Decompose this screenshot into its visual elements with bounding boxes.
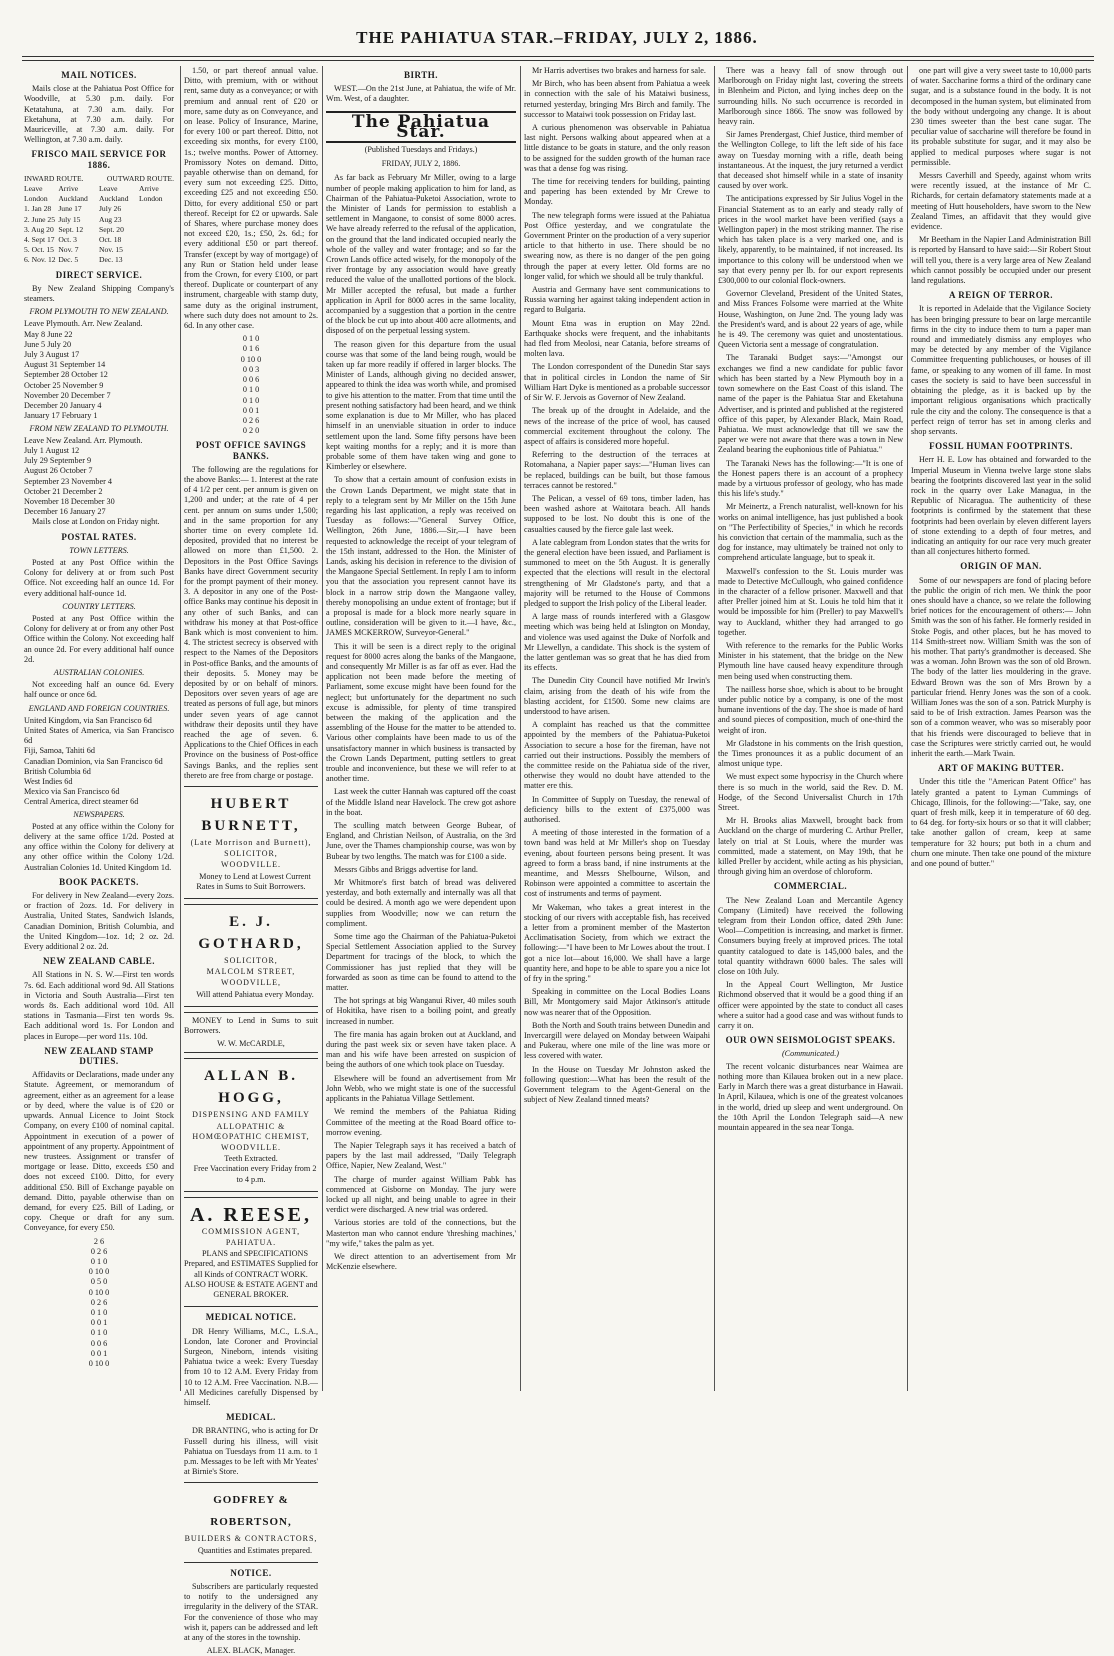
notice-text: Subscribers are particularly requested to notify to the undersigned any irregularity in the delivery of the STAR. For the convenience of those who may wish it, papers can be addressed and left at any of the stores in the township. bbox=[184, 1581, 318, 1642]
frisco-row: 3. Aug 20 Sept. 12 Sept. 20 bbox=[24, 224, 124, 234]
article-paragraph: The Taranaki News has the following:—"It is one of the Honest papers there is an account of a prophecy made by a virtuous professor of geology, who has made this his life's study." bbox=[718, 458, 903, 499]
column-divider bbox=[180, 66, 181, 1391]
mail-notices-text: Mails close at the Pahiatua Post Office for Woodville, at 5.30 p.m. daily. For Ketatahuna, at 7.30 a.m. daily. For Eketahuna, at 7.30 a.m. daily. For Mauriceville, at 7.30 a.m. daily. For Wellington, at 7.30 a.m. daily. bbox=[24, 84, 174, 145]
direct-note: Mails close at London on Friday night. bbox=[32, 517, 160, 527]
list-item: United States of America, via San Francisco 6d bbox=[24, 725, 174, 746]
medical-notice-text: DR Henry Williams, M.C., L.S.A., London, late Coroner and Provincial Surgeon, Nineborn, intends visiting Pahiatua twice a week: Every Tuesday from 10 to 12 A.M. Every Friday from 10 to 12 A.M. Free Vaccination. N.B.—All Medicines carefully Dispensed by himself. bbox=[184, 1326, 318, 1407]
list-item: November 20 December 7 bbox=[24, 390, 111, 400]
fossil-footprints-text: Herr H. E. Low has obtained and forwarded to the Imperial Museum in Vienna twelve large stone slabs bearing the footprints discovered last year in the solid rock in the quarry over Lake Managua, in the Republic of Nicaragua. The authenticity of these footprints is confirmed by the statement that these footprints had been overlain by eleven different layers of stone extending to a depth of four metres, and indicating an antiquity for our race very much greater than all conjectures hitherto formed. bbox=[911, 455, 1091, 557]
article-paragraph: Mr Wakeman, who takes a great interest in the stocking of our rivers with acceptable fish, has received a letter from a prominent member of the Masterton Acclimatisation Society, from which we extract the following:—"I have been to Mr Lowes about the trout. I got a nice lot—about 16,000. We shall have a large quantity here, and hope to be able to spare you a nice lot of fry in the spring." bbox=[524, 902, 710, 984]
stamp-amount: 0 1 0 bbox=[90, 1256, 108, 1266]
duty-amount: 0 0 6 bbox=[242, 375, 260, 385]
article-paragraph: This it will be seen is a direct reply to the original request for 8000 acres along the banks of the Mangaone, and consequently Mr Miller is as far off as ever. Had the application not been made before the meeting of Parliament, some excuse might have been found for the neglect; but unfortunately for the department no such excuse is admissible, for plenty of time transpired between the making of the application and the assembling of the House for the matter to be attended to. Various other complaints have been made to us of the unsatisfactory manner in which business is transacted by the Crown Lands Department, putting settlers to great trouble and inconvenience, but these we will refer to at another time. bbox=[326, 641, 516, 784]
column-6 bbox=[911, 66, 1091, 1391]
article-paragraph: The time for receiving tenders for building, painting and papering has been extended by Mr Crewe to Monday. bbox=[524, 177, 710, 207]
reign-of-terror-text: It is reported in Adelaide that the Vigilance Society has been bringing pressure to bear on large mercantile firms in the city to induce them to turn a paper man round and immediately dismiss any employes who may be detected by any member of the Vigilance Committee frequenting publichouses, or houses of ill fame, or speaking to any women of ill fame. In most cases the society is said to have been successful in obtaining the pledge, as it is backed up by the important religious organisations which practically rule the city and the colony. The consequence is that a perfect reign of terror has set in among clerks and shop servants. bbox=[911, 304, 1091, 436]
advert-town: WOODVILLE. bbox=[221, 860, 281, 870]
seismologist-heading: OUR OWN SEISMOLOGIST SPEAKS. bbox=[725, 1035, 896, 1046]
article-paragraph: A large mass of rounds interfered with a Glasgow meeting which was being held at Islington on Monday, and violence was used against the Duke of Norfolk and Mr Llewellyn, a candidate. This shock is the system of the latter gentleman was so great that he has died from its effects. bbox=[524, 612, 710, 673]
frisco-row: Leave London Arrive Auckland Leave Auckland Arrive London bbox=[24, 184, 163, 204]
article-paragraph: Maxwell's confession to the St. Louis murder was made to Detective McCullough, who gained confidence in the character of a fellow prisoner. Maxwell and that after Preller joined him at St. Louis he told him that it would be impossible for him (Preller) to pay Maxwell's way to Auckland, whither they had arranged to go together. bbox=[718, 566, 903, 637]
stamp-duties-text: Affidavits or Declarations, made under any Statute. Agreement, or memorandum of agreement, either as an agreement for a lease or by deed, where the value is of £20 or upwards. Annual Licence to Joint Stock Company, on every £100 of nominal capital. Appointment in execution of a power of appointment of any property. Appointment of new trustees. Assignment or transfer of mortgage or lease. Ditto, exceeds £50 and does not exceed £100. Ditto, for every additional £50. Bill of Exchange payable on demand. Ditto, payable otherwise than on demand, for every £25. Bill of Lading, or copy. Cheque or draft for any sum. Conveyance, for every £50. bbox=[24, 1070, 174, 1233]
article-paragraph: A curious phenomenon was observable in Pahiatua last night. Persons walking about appeared when at a little distance to be goats in stature, and the only reason to be assigned for the sudden growth of the human race was that a dense fog was rising. bbox=[524, 123, 710, 173]
town-letters-heading: TOWN LETTERS. bbox=[69, 545, 129, 555]
article-body bbox=[718, 66, 903, 877]
article-paragraph: Last week the cutter Hannah was captured off the coast of the Middle Island near Havelock. The crew got ashore in the boat. bbox=[326, 787, 516, 817]
advert-sub: DISPENSING AND FAMILY bbox=[192, 1110, 310, 1120]
duty-amount: 0 1 6 bbox=[242, 344, 260, 354]
list-item: June 5 July 20 bbox=[24, 339, 72, 349]
article-paragraph: The Pelican, a vessel of 69 tons, timber laden, has been washed ashore at Waitotara beach. All hands supposed to be lost. No doubt this is one of the casualties caused by the fierce gale last week. bbox=[524, 493, 710, 534]
direct-service-intro: By New Zealand Shipping Company's steamers. bbox=[24, 283, 174, 304]
advert-sub: BUILDERS & CONTRACTORS, bbox=[184, 1534, 318, 1544]
medical-notice-heading: MEDICAL NOTICE. bbox=[205, 1312, 297, 1323]
list-item: Fiji, Samoa, Tahiti 6d bbox=[24, 746, 95, 756]
list-item: July 1 August 12 bbox=[24, 445, 80, 455]
direct-service-heading: DIRECT SERVICE. bbox=[55, 269, 143, 280]
advert-sub: SOLICITOR, bbox=[224, 849, 278, 859]
article-paragraph: Various stories are told of the connections, but the Masterton man who cannot endure 'threshing machines,' "my wife," takes the palm as yet. bbox=[326, 1218, 516, 1248]
article-paragraph: Mount Etna was in eruption on May 22nd. Earthquake shocks were frequent, and the inhabitants had fled from Meolosi, near Catania, before streams of molten lava. bbox=[524, 318, 710, 359]
article-paragraph: The anticipations expressed by Sir Julius Vogel in the Financial Statement as to an early and steady rally of prices in the wool market have been verified (says a Wellington paper) in the most striking manner. The rise which has taken place is a very marked one, and is likely, apparently, to be maintained, if not increased. Its importance to this colony will be understood when we say that every penny per lb. for our export represents £300,000 to our colonial flock-owners. bbox=[718, 194, 903, 286]
making-butter-heading: ART OF MAKING BUTTER. bbox=[937, 763, 1065, 774]
advert-sub: ALLOPATHIC & HOMŒOPATHIC CHEMIST, bbox=[192, 1121, 310, 1141]
court-text: In the Appeal Court Wellington, Mr Justice Richmond observed that it would be a good thing if an officer were appointed by the state to conduct all cases where a suitor had a good case and was without funds to carry it on. bbox=[718, 980, 903, 1031]
duty-amount: 0 0 3 bbox=[242, 364, 260, 374]
column-divider bbox=[322, 66, 323, 1391]
column-4 bbox=[524, 66, 710, 1391]
duty-amount: 0 1 0 bbox=[242, 395, 260, 405]
column-5 bbox=[718, 66, 903, 1391]
frisco-heading: FRISCO MAIL SERVICE FOR 1886. bbox=[31, 149, 167, 170]
article-paragraph: Mr Gladstone in his comments on the Irish question, the Times pronounces it as a public document of an almost unique type. bbox=[718, 738, 903, 769]
article-paragraph: Messrs Gibbs and Briggs advertise for land. bbox=[334, 864, 478, 874]
article-paragraph: Speaking in committee on the Local Bodies Loans Bill, Mr Montgomery said Major Atkinson's attitude now was nearer that of the Opposition. bbox=[524, 987, 710, 1017]
article-paragraph: Both the North and South trains between Dunedin and Invercargill were delayed on Monday between Waipahi and Pukerau, where one mile of the line was more or less covered with water. bbox=[524, 1020, 710, 1061]
advert-town: PAHIATUA. bbox=[225, 1238, 277, 1248]
advert-town: WOODVILLE. bbox=[221, 1143, 281, 1153]
advert-mccardle bbox=[184, 1012, 318, 1054]
stamp-amount: 0 10 0 bbox=[88, 1267, 110, 1277]
article-paragraph: With reference to the remarks for the Public Works Minister in his statement, that the bridge on the New Plymouth line have caused heavy expenditure through men being used when constructing them. bbox=[718, 640, 903, 681]
newspaper-logo: The Pahiatua Star. bbox=[326, 111, 516, 143]
article-paragraph: Austria and Germany have sent communications to Russia warning her against taking independent action in regard to Bulgaria. bbox=[524, 285, 710, 315]
advert-gothard bbox=[184, 904, 318, 1007]
masthead-title: THE PAHIATUA STAR.–FRIDAY, JULY 2, 1886. bbox=[356, 28, 758, 47]
frisco-col-header: INWARD ROUTE. bbox=[24, 173, 84, 183]
article-paragraph: The new telegraph forms were issued at the Pahiatua Post Office yesterday, and we congratulate the Government Printer on the production of a very superior article to that hitherto in use. There should be no swearing now, as there is no danger of the pen going through the paper at every letter. Old forms are no longer valid, for which we should all be truly thankful. bbox=[524, 210, 710, 281]
notice-heading: NOTICE. bbox=[230, 1567, 272, 1578]
list-item: September 23 November 4 bbox=[24, 476, 112, 486]
article-paragraph: A late cablegram from London states that the writs for the general election have been issued, and Parliament is summoned to meet on the 5th August. It is generally expected that the elections will result in the electoral strengthening of Mr Gladstone's party, and that a majority will be returned to the House of Commons pledged to support the Irish policy of the Liberal leader. bbox=[524, 537, 710, 608]
australian-heading: AUSTRALIAN COLONIES. bbox=[53, 667, 145, 677]
article-paragraph: The hot springs at big Wanganui River, 40 miles south of Hokitika, have risen to a boiling point, and greatly increased in number. bbox=[326, 996, 516, 1026]
article-paragraph: We must expect some hypocrisy in the Church where there is so much in the world, said the Rev. D. M. Hodge, of the Second Universalist Church in 17th Street. bbox=[718, 772, 903, 813]
article-paragraph: Elsewhere will be found an advertisement from Mr John Webb, who we might state is one of the successful applicants in the Pahiatua Village Settlement. bbox=[326, 1073, 516, 1104]
list-item: August 31 September 14 bbox=[24, 360, 106, 370]
stamp-amount: 0 10 0 bbox=[88, 1358, 110, 1368]
reign-of-terror-heading: A REIGN OF TERROR. bbox=[948, 290, 1053, 301]
article-body bbox=[326, 173, 516, 1272]
advert-sub: COMMISSION AGENT, bbox=[201, 1226, 301, 1236]
article-paragraph: The break up of the drought in Adelaide, and the news of the increase of the price of wool, has caused commercial excitement throughout the colony. The aspect of affairs is considered more hopeful. bbox=[524, 406, 710, 446]
advert-text: Money to Lend at Lowest Current Rates in Sums to Suit Borrowers. bbox=[196, 871, 311, 891]
masthead-rule-bottom bbox=[22, 60, 1094, 61]
article-paragraph: Mr Whitmore's first batch of bread was delivered yesterday, and both externally and internally was all that could be desired. A month ago we were dependent upon supplies from Woodville; now we can return the compliment. bbox=[326, 878, 516, 928]
list-item: October 21 December 2 bbox=[24, 486, 103, 496]
dateline: FRIDAY, JULY 2, 1886. bbox=[381, 159, 461, 169]
stamp-amount: 2 6 bbox=[93, 1236, 105, 1246]
article-paragraph: The Napier Telegraph says it has received a batch of papers by the last mail addressed, "Daily Telegraph Office, Napier, New Zealand, West." bbox=[326, 1140, 516, 1171]
town-letters-text: Posted at any Post Office within the Colony for delivery at or from such Post Office. Not exceeding half an ounce 1d. For every additional half-ounce 1d. bbox=[24, 557, 174, 598]
duty-amount: 0 1 0 bbox=[242, 334, 260, 344]
newspapers-heading: NEWSPAPERS. bbox=[73, 809, 125, 819]
article-paragraph: Some time ago the Chairman of the Pahiatua-Puketoi Special Settlement Association applied to the Survey Department for tracings of the block, to which the Commissioner has just replied that they will be forwarded as soon as time can be found to attend to the matter. bbox=[326, 932, 516, 993]
article-paragraph: The sculling match between George Bubear, of England, and Christian Neilson, of Australia, on the 3rd June, over the Thames championship course, was won by Bubear by two lengths. The match was for £100 a side. bbox=[326, 821, 516, 861]
stamp-amount: 0 2 6 bbox=[90, 1297, 108, 1307]
country-letters-heading: COUNTRY LETTERS. bbox=[62, 601, 136, 611]
article-paragraph: There was a heavy fall of snow through out Marlborough on Friday night last, covering the streets in Blenheim and Picton, and lying inches deep on the surrounding hills. No such occurrence is recorded in Marlborough since 1866. The snow was followed by heavy rain. bbox=[718, 66, 903, 127]
list-item: September 28 October 12 bbox=[24, 370, 108, 380]
seismologist-subheading: (Communicated.) bbox=[781, 1049, 840, 1059]
article-paragraph: The fire mania has again broken out at Auckland, and during the past week six or seven have taken place. A man and his wife have been arrested on suspicion of being the authors of one which took place on Tuesday. bbox=[326, 1029, 516, 1070]
advert-sub: SOLICITOR, bbox=[224, 956, 278, 966]
article-paragraph: Sir James Prendergast, Chief Justice, third member of the Wellington College, to lift the left side of his face away on Tuesday morning with a rifle, death being instantaneous. At the inquest, the jury returned a verdict that deceased shot himself while in a state of insanity caused by over work. bbox=[718, 130, 903, 191]
column-1 bbox=[24, 66, 174, 1391]
birth-text: WEST.—On the 21st June, at Pahiatua, the wife of Mr. Wm. West, of a daughter. bbox=[326, 84, 516, 104]
article-paragraph: The Dunedin City Council have notified Mr Irwin's claim, arising from the death of his wife from the blasting accident, for £1500. Some new claims are understood to have arisen. bbox=[524, 676, 710, 716]
list-item: Central America, direct steamer 6d bbox=[24, 797, 139, 807]
list-item: United Kingdom, via San Francisco 6d bbox=[24, 715, 152, 725]
book-packets-text: For delivery in New Zealand—every 2ozs. or fraction of 2ozs. 1d. For delivery in Australia, United States, Sandwich Islands, Canadian Dominion, British Columbia, and the United Kingdom—1oz. 1d; 2 oz. 2d. Every additional 2 oz. 2d. bbox=[24, 891, 174, 952]
advert-godfrey bbox=[184, 1482, 318, 1562]
stamp-amount: 0 10 0 bbox=[88, 1287, 110, 1297]
article-paragraph: We remind the members of the Pahiatua Riding Committee of the meeting at the Road Board office to-morrow evening. bbox=[326, 1107, 516, 1137]
list-item: December 16 January 27 bbox=[24, 507, 106, 517]
list-item: May 8 June 22 bbox=[24, 329, 73, 339]
article-body bbox=[911, 66, 1091, 286]
cable-heading: NEW ZEALAND CABLE. bbox=[42, 956, 156, 967]
stamp-duties-heading: NEW ZEALAND STAMP DUTIES. bbox=[44, 1045, 154, 1067]
frisco-table bbox=[24, 174, 174, 266]
stamp-amount: 0 0 1 bbox=[90, 1348, 108, 1358]
duty-amount: 0 2 0 bbox=[242, 426, 260, 436]
fossil-footprints-heading: FOSSIL HUMAN FOOTPRINTS. bbox=[929, 441, 1073, 452]
list-item: Canadian Dominion, via San Francisco 6d bbox=[24, 756, 163, 766]
article-paragraph: A meeting of those interested in the formation of a town band was held at Mr Miller's shop on Tuesday evening, about fourteen persons being present. It was agreed to form a brass band, if nine instruments at the meantime, and Messrs Shelbourne, Wilson, and Robinson were appointed a committee to ascertain the cost of instruments and terms of payment. bbox=[524, 828, 710, 899]
list-item: July 3 August 17 bbox=[24, 350, 80, 360]
logo-subtitle: (Published Tuesdays and Fridays.) bbox=[364, 145, 478, 155]
advert-text: Teeth Extracted. bbox=[224, 1154, 278, 1164]
frisco-row: 2. June 25 July 15 Aug 23 bbox=[24, 214, 122, 224]
postal-rates-heading: POSTAL RATES. bbox=[61, 531, 137, 542]
advert-sub: (Late Morrison and Burnett), bbox=[190, 838, 312, 848]
advert-signature: W. W. McCARDLE, bbox=[217, 1039, 285, 1049]
advert-name: ALLAN B. HOGG, bbox=[203, 1068, 298, 1107]
country-letters-text: Posted at any Post Office within the Colony for delivery at or from any other Post Office within the Colony. Not exceeding half an ounce 2d. For every additional half ounce 2d. bbox=[24, 613, 174, 664]
column-divider bbox=[714, 66, 715, 1391]
stamp-amount: 0 1 0 bbox=[90, 1328, 108, 1338]
mail-notices-heading: MAIL NOTICES. bbox=[61, 70, 137, 80]
frisco-row: 6. Nov. 12 Dec. 5 Dec. 13 bbox=[24, 255, 123, 265]
list-item: January 17 February 1 bbox=[24, 411, 98, 421]
masthead-rule-top bbox=[22, 56, 1094, 57]
duty-amount: 0 1 0 bbox=[242, 385, 260, 395]
book-packets-heading: BOOK PACKETS. bbox=[59, 876, 139, 887]
advert-text: Quantities and Estimates prepared. bbox=[197, 1545, 313, 1555]
article-paragraph: The nailless horse shoe, which is about to be brought under public notice by a company, is one of the most humane inventions of the day. The shoe is made of hard and sound pieces of composition, much of one-third the weight of iron. bbox=[718, 684, 903, 735]
list-item: July 29 September 9 bbox=[24, 456, 92, 466]
frisco-col-header: OUTWARD ROUTE. bbox=[106, 173, 174, 183]
article-paragraph: Mr Harris advertises two brakes and harness for sale. bbox=[532, 66, 706, 75]
stamp-amount: 0 0 1 bbox=[90, 1318, 108, 1328]
advert-reese bbox=[184, 1197, 318, 1307]
advert-burnett bbox=[184, 786, 318, 899]
article-paragraph: one part will give a very sweet taste to 10,000 parts of water. Saccharine forms a third of the ordinary cane sugar, and is a substance found in the body. It is not decomposed in the human system, but eliminated from the body without undergoing any change. It is about 230 times sweeter than the best cane sugar. The peculiar value of saccharine will therefore be found in its probable substitute for sugar, and it may also be applied to medical purposes where sugar is not permissible. bbox=[911, 66, 1091, 167]
list-item: November 18 December 30 bbox=[24, 496, 115, 506]
stamp-amount: 0 5 0 bbox=[90, 1277, 108, 1287]
article-paragraph: Referring to the destruction of the terraces at Rotomahana, a Napier paper says:—"Human lives can be replaced, buildings can be built, but those famous terraces cannot be restored." bbox=[524, 450, 710, 490]
advert-hogg bbox=[184, 1058, 318, 1191]
article-paragraph: Mr Birch, who has been absent from Pahiatua a week in connection with the sale of his Mataiwi business, returned yesterday, bringing Mrs Birch and family. The successor to Mataiwi took possession on Friday last. bbox=[524, 79, 710, 119]
advert-text: Free Vaccination every Friday from 2 to 4 p.m. bbox=[193, 1164, 317, 1184]
article-paragraph: The reason given for this departure from the usual course was that some of the land being rough, would be taken up far more readily if offered in larger blocks. The Minister of Lands, although giving no decided answer, appeared to think the idea was worth while, and promised to give his attention to the matter. From that time until the present nothing satisfactory had been heard, and we think some explanation is due to Mr Miller, who has placed himself in an unenviable situation in order to induce settlement upon the land. Some fifty persons have been kept waiting months for a reply; and it is more than probable some of them have taken wing and gone to Kimberley or elsewhere. bbox=[326, 339, 516, 472]
article-paragraph: A complaint has reached us that the committee appointed by the members of the Pahiatua-Puketoi Association to secure a hose for the fireman, have not carried out their instructions. Possibly the members of the committee reside on the Pahiatua side of the river, otherwise they would no doubt have attended to the matter ere this. bbox=[524, 720, 710, 791]
article-body bbox=[524, 66, 710, 1106]
duty-amount: 0 2 6 bbox=[242, 415, 260, 425]
foreign-heading: ENGLAND AND FOREIGN COUNTRIES. bbox=[28, 703, 170, 713]
medical-heading: MEDICAL. bbox=[226, 1412, 276, 1423]
list-item: West Indies 6d bbox=[24, 777, 73, 786]
direct-sub-heading: FROM PLYMOUTH TO NEW ZEALAND. bbox=[29, 307, 169, 317]
article-paragraph: In the House on Tuesday Mr Johnston asked the following question:—What has been the result of the Government telegram to the Agent-General on the subject of New Zealand tinned meats? bbox=[524, 1064, 710, 1105]
article-paragraph: The London correspondent of the Dunedin Star says that in political circles in London the name of Sir William Hart Dyke is mentioned as a probable successor of Sir W. F. Jervois as Governor of New Zealand. bbox=[524, 362, 710, 403]
column-2 bbox=[184, 66, 318, 1656]
stamp-amount: 0 1 0 bbox=[90, 1307, 108, 1317]
frisco-row: 1. Jan 28 June 17 July 26 bbox=[24, 204, 122, 214]
advert-text: PLANS and SPECIFICATIONS Prepared, and ESTIMATES Supplied for all Kinds of CONTRACT WORK. ALSO HOUSE & ESTATE AGENT and GENERAL BROKER. bbox=[184, 1249, 318, 1300]
article-paragraph: Mr Meinertz, a French naturalist, well-known for his works on animal intelligence, has just published a book on "The Perfectibility of Species," in which he records his conviction that certain of the mammalia, such as the dog for instance, may ultimately be trained not only to comprehend articulate language, but to speak it. bbox=[718, 502, 903, 563]
list-item: Leave Plymouth. Arr. New Zealand. bbox=[24, 319, 143, 329]
direct-sub-heading: FROM NEW ZEALAND TO PLYMOUTH. bbox=[29, 423, 169, 433]
article-paragraph: Mr Beetham in the Napier Land Administration Bill is reported by Hansard to have said:—Sir Robert Stout will tell you, there is a very large area of New Zealand which cannot possibly be occupied under our present land regulations. bbox=[911, 235, 1091, 286]
column-divider bbox=[520, 66, 521, 1391]
frisco-row: 5. Oct. 15 Nov. 7 Nov. 15 bbox=[24, 245, 123, 255]
advert-town: WOODVILLE, bbox=[221, 978, 281, 988]
australian-text: Not exceeding half an ounce 6d. Every half ounce or once 6d. bbox=[24, 680, 174, 700]
advert-sub: MALCOLM STREET, bbox=[206, 967, 296, 977]
column-divider bbox=[907, 66, 908, 1391]
making-butter-text: Under this title the "American Patent Office" has lately granted a patent to Lyman Cummings of Chicago, Illinois, for the following:—"Take, say, one quart of fresh milk, keep it in temperature of 60 deg. to 64 deg. for forty-six hours or so that it will clabber; take another gallon of cream, keep at same temperature for 32 hours; put both in a churn and churn one minute. Then take one pound of the mixture and one pound of butter." bbox=[911, 777, 1091, 869]
list-item: British Columbia 6d bbox=[24, 766, 91, 776]
article-paragraph: Mr H. Brooks alias Maxwell, brought back from Auckland on the charge of murdering C. Arthur Preller, lately on trial at St Louis, where the murder was committed, made a statement, on May 19th, that he killed Preller by accident, while acting as his physician, through giving him an overdose of chloroform. bbox=[718, 816, 903, 877]
duty-amount: 0 10 0 bbox=[240, 354, 262, 364]
commercial-text: The New Zealand Loan and Mercantile Agency Company (Limited) have received the following telegram from their London office, dated 29th June: Wool—Competition is increasing, and market is firmer. Consumers buying freely at improved prices. The total quantity catalogued to date is 145,000 bales, and the total quantity withdrawn 6000 bales. The sales will close on 10th July. bbox=[718, 895, 903, 977]
list-item: August 26 October 7 bbox=[24, 466, 93, 476]
advert-name: HUBERT BURNETT, bbox=[201, 796, 301, 835]
article-paragraph: As far back as February Mr Miller, owing to a large number of people making application to him for land, as Chairman of the Pahiatua-Puketoi Association, wrote to the Minister of Lands for permission to establish a settlement in Mangaone, to consist of some 8000 acres. We have already referred to the refusal of the application, on the ground that the land indicated occupied nearly the whole of the valley and water frontage; and so far the Crown Lands office acted wisely, for the monopoly of the river frontage by any association would have greatly reduced the value of the unallotted portions of the block. Mr Miller accepted the refusal, but made a further application in April for 8000 acres in the same locality, accompanied by a suggestion that a portion in the centre of the block be cut up into about 400 acre allotments, and disposed of on the perpetual lessing system. bbox=[326, 173, 516, 336]
article-paragraph: The Taranaki Budget says:—"Amongst our exchanges we find a new candidate for public favor which has been started by a New Plymouth boy in a town somewhere on the East Coast of this island. The name of the paper is the Pahiatua Star and Eketahuna Advertiser, and is printed and published at the registered office of this paper, by Alexander Black, Main Road, Pahiatua. We must acknowledge that till we saw the paper we were not aware that there was a town in New Zealand bearing the euphonious title of Pahiatua." bbox=[718, 353, 903, 455]
list-item: October 25 November 9 bbox=[24, 380, 104, 390]
stamp-amount: 0 0 6 bbox=[90, 1338, 108, 1348]
stamp-duties-continued: 1.50, or part thereof annual value. Ditto, with premium, with or without rent, same duty as a conveyance; or with premium and annual rent of £20 or more, same duty as on Conveyance, and on lease. Policy of Insurance, Marine, for every 100 or part thereof. Ditto, not exceeding six months, for every £100, 1s.; twelve months. Power of Attorney. Promissory Notes on demand. Ditto, payable otherwise than on demand, for every sum not exceeding £25. Ditto, exceeding £25 and not exceeding £50. Ditto, for every additional £50 or part thereof. Receipt for £2 or upwards. Sale of Shares, where purchase money does not exceed £20, 1s.; £50, 2s. 6d.; for every additional £50 or part thereof. Transfer (except by way of mortgage) of any Run or Station held under lease from the Crown, for every £100, or part thereof. Duplicate or counterpart of any instrument, chargeable with stamp duty, same duty as the original instrument, where such duty does not amount to 2s. 6d. In any other case. bbox=[184, 66, 318, 331]
stamp-amount: 0 2 6 bbox=[90, 1246, 108, 1256]
birth-heading: BIRTH. bbox=[404, 70, 438, 80]
duty-amount: 0 0 1 bbox=[242, 405, 260, 415]
newspapers-text: Posted at any office within the Colony for delivery at the same office 1/2d. Posted at any office within the Colony for delivery at any other office within the Colony 1/2d. Australian Colonies 1d. United Kingdom 1d. bbox=[24, 821, 174, 872]
origin-of-man-text: Some of our newspapers are fond of placing before the public the origin of rich men. We think the poor ones should have a chance, so we relate the following brief notices for the encouragement of others:— John Smith was the son of his father. He formerly resided in Stoke Pogis, and other places, but he has moved to 114 Smith-street now. William Smith was the son of his mother. That party's grandmother is deceased. She was a woman. John Brown was the son of old Brown. The body of the latter lies mouldering in the grave. Edward Brown was the son of Mrs Brown by a particular friend. Henry Jones was the son of a cook. William Jones was the son of a son. Patrick Murphy is said to be of Irish extraction. James Pearson was the son of a common weaver, who was so miserably poor that his friends were discouraged to believe that in case the Scriptures were strictly carried out, he would inherit the earth.—Mark Twain. bbox=[911, 575, 1091, 758]
savings-banks-text: The following are the regulations for the above Banks:— 1. Interest at the rate of 4 1/2 per cent. per annum is given on 1,200 and under; at the rate of 4 per cent. per annum on sums under 1,500; and in the same proportion for any shorter time on every complete 1d. deposited, provided that no interest be allowed on more than £1,500. 2. Depositors in the Post Office Savings Banks have direct Government security for the prompt payment of their money. 3. A depositor in any one of the Post-office Banks may continue his deposit in any other of such Banks, and can withdraw his money at that Post-office Bank which is most convenient to him. 4. The strictest secrecy is observed with respect to the Names of the Depositors in Post-office Banks, and the amounts of their deposits. 5. Money may be deposited by or on behalf of minors. Depositors over seven years of age are treated as persons of full age, but minors under seven years of age cannot withdraw their deposits until they have reached the age of seven. 6. Applications to the Chief Offices in each Province on the business of Post-office Savings Banks, and the replies sent thereto are free from charge or postage. bbox=[184, 464, 318, 780]
advert-text: Will attend Pahiatua every Monday. bbox=[196, 989, 314, 999]
column-3 bbox=[326, 66, 516, 1391]
article-paragraph: To show that a certain amount of confusion exists in the Crown Lands Department, we might state that in reply to a telegram sent by Mr Miller on the 15th June regarding his last application, a reply was received on Tuesday as follows:—"General Survey Office, Wellington, 26th June, 1886.—Sir,—I have been requested to acknowledge the receipt of your telegram of the 15th instant, addressed to the Hon. the Minister of Lands, asking his decision in reference to the division of the Mangaone Special Settlement. In reply I am to inform you that the association you represent cannot have its block in a narrow strip down the Mangaone valley, thereby monopolising an undue extent of frontage; but if a proposal is made for a block more nearly square in outline, consideration will be given to it.—I have, &c., JAMES MCKERROW, Surveyor-General." bbox=[326, 475, 516, 638]
advert-name: E. J. GOTHARD, bbox=[198, 914, 304, 953]
advert-name: A. REESE, bbox=[189, 1203, 313, 1226]
medical-text: DR BRANTING, who is acting for Dr Fussell during his illness, will visit Pahiatua on Tuesdays from 11 a.m. to 1 p.m. Messages to be left with Mr Yeates' at Birnie's Store. bbox=[184, 1426, 318, 1477]
savings-banks-heading: POST OFFICE SAVINGS BANKS. bbox=[195, 440, 307, 461]
list-item: Leave New Zealand. Arr. Plymouth. bbox=[24, 435, 143, 445]
article-paragraph: The charge of murder against William Pabk has commenced at Gisborne on Monday. The jury were locked up all night, and being unable to agree in their verdict were discharged. A new trial was ordered. bbox=[326, 1174, 516, 1215]
commercial-heading: COMMERCIAL. bbox=[773, 881, 848, 892]
article-paragraph: In Committee of Supply on Tuesday, the renewal of deficiency bills to the extent of £375,000 was authorised. bbox=[524, 794, 710, 825]
article-paragraph: Governor Cleveland, President of the United States, and Miss Frances Folsome were married at the White House, Washington, on June 2nd. The young lady was the President's ward, and is about 22 years of age, while he is 49. The ceremony was quiet and unostentatious. Queen Victoria sent a message of congratulation. bbox=[718, 289, 903, 350]
seismologist-text: The recent volcanic disturbances near Waimea are nothing more than Kilauea broken out in a new place. Early in March there was a great disturbance in Hawaii. In April, Kilauea, which is one of the greatest volcanoes in the world, dried up sleep and went underground. On the 10th April the London Telegraph said—A new mountain appeared in the sea near Tonga. bbox=[718, 1061, 903, 1132]
list-item: Mexico via San Francisco 6d bbox=[24, 787, 120, 797]
list-item: December 20 January 4 bbox=[24, 401, 102, 411]
advert-text: MONEY to Lend in Sums to suit Borrowers. bbox=[184, 1015, 318, 1036]
cable-text: All Stations in N. S. W.—First ten words 7s. 6d. Each additional word 9d. All Stations in Victoria and South Australia—First ten words 8s. Each additional word 10d. All stations in Tasmania—First ten words 9s. Each additional word 1s. For London and places in Europe—per word 11s. 10d. bbox=[24, 970, 174, 1041]
notice-signature: ALEX. BLACK, Manager. bbox=[206, 1646, 296, 1656]
article-paragraph: We direct attention to an advertisement from Mr McKenzie elsewhere. bbox=[326, 1251, 516, 1272]
advert-name: GODFREY & ROBERTSON, bbox=[210, 1494, 292, 1529]
origin-of-man-heading: ORIGIN OF MAN. bbox=[960, 561, 1042, 572]
article-paragraph: Messrs Caverhill and Speedy, against whom writs were recently issued, at the instance of Mr C. Richards, for certain defamatory statements made at a meeting of Hutt householders, have sworn to the New Zealand Times, an affidavit that they would give evidence. bbox=[911, 171, 1091, 232]
frisco-row: 4. Sept 17 Oct. 3 Oct. 18 bbox=[24, 235, 122, 245]
